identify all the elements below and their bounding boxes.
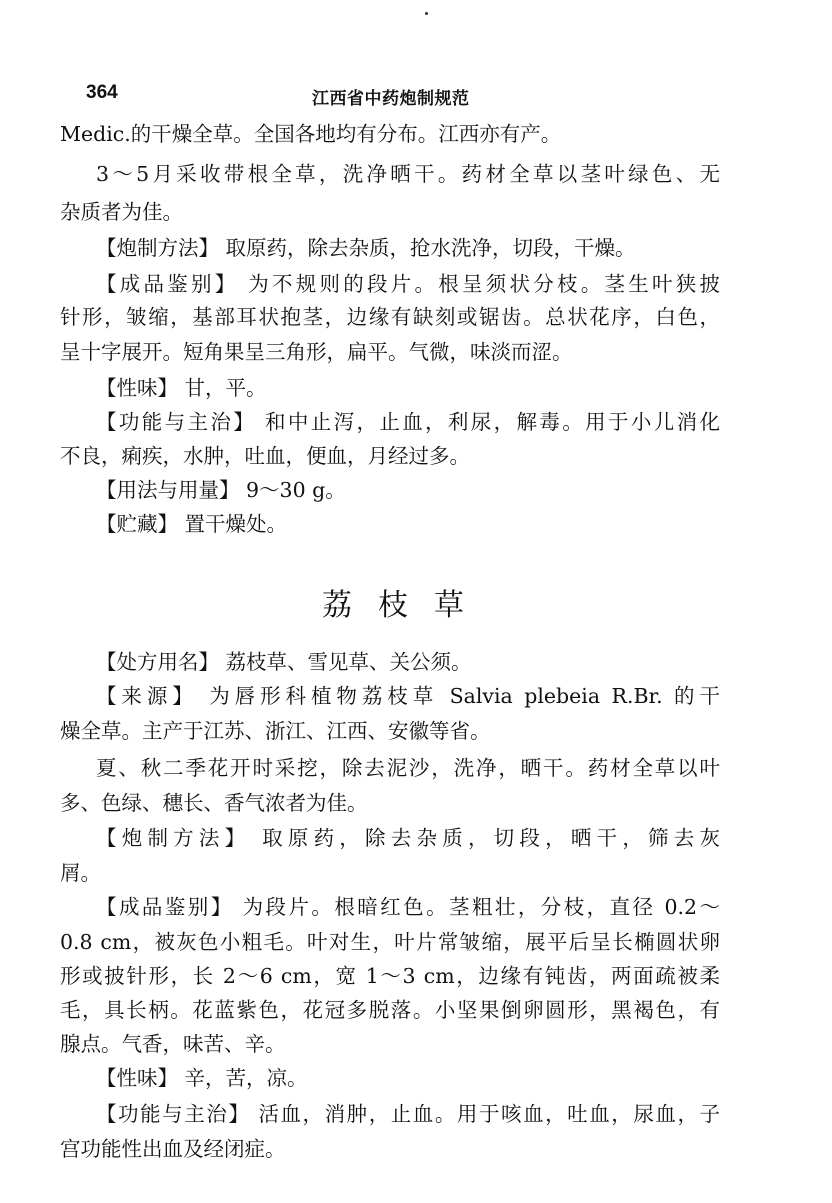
text-line: 形或披针形，长 2～6 cm，宽 1～3 cm，边缘有钝齿，两面疏被柔: [60, 964, 720, 988]
text-line: 0.8 cm，被灰色小粗毛。叶对生，叶片常皱缩，展平后呈长椭圆状卵: [60, 930, 720, 954]
text-line: 夏、秋二季花开时采挖，除去泥沙，洗净，晒干。药材全草以叶: [96, 756, 720, 780]
text-line: 不良，痢疾，水肿，吐血，便血，月经过多。: [60, 444, 470, 468]
text-line: 【功能与主治】 活血，消肿，止血。用于咳血，吐血，尿血，子: [96, 1102, 720, 1126]
text-line: 3～5月采收带根全草，洗净晒干。药材全草以茎叶绿色、无: [96, 162, 720, 186]
text-line: 【成品鉴别】 为段片。根暗红色。茎粗壮，分枝，直径 0.2～: [96, 895, 720, 919]
text-line: Medic.的干燥全草。全国各地均有分布。江西亦有产。: [60, 122, 562, 146]
text-line: 腺点。气香，味苦、辛。: [60, 1032, 286, 1056]
section-title: 荔枝草: [322, 588, 490, 623]
running-title: 江西省中药炮制规范: [312, 89, 470, 109]
text-line: 【处方用名】 荔枝草、雪见草、关公须。: [96, 650, 472, 674]
page-number: 364: [86, 82, 118, 103]
text-line: 燥全草。主产于江苏、浙江、江西、安徽等省。: [60, 719, 491, 743]
text-line: 【性味】 辛，苦，凉。: [96, 1066, 308, 1090]
text-line: 【炮制方法】 取原药，除去杂质，切段，晒干，筛去灰: [96, 826, 720, 850]
text-line: 【用法与用量】 9～30 g。: [96, 478, 346, 502]
text-line: 【成品鉴别】 为不规则的段片。根呈须状分枝。茎生叶狭披: [96, 272, 720, 296]
text-line: 呈十字展开。短角果呈三角形，扁平。气微，味淡而涩。: [60, 340, 573, 364]
text-line: 【性味】 甘，平。: [96, 376, 267, 400]
scan-speck: [425, 12, 428, 15]
text-line: 【来源】 为唇形科植物荔枝草 Salvia plebeia R.Br. 的干: [96, 684, 720, 708]
text-line: 【功能与主治】 和中止泻，止血，利尿，解毒。用于小儿消化: [96, 410, 720, 434]
text-line: 宫功能性出血及经闭症。: [60, 1137, 286, 1161]
text-line: 针形，皱缩，基部耳状抱茎，边缘有缺刻或锯齿。总状花序，白色，: [60, 305, 720, 329]
text-line: 屑。: [60, 861, 101, 885]
text-line: 【贮藏】 置干燥处。: [96, 512, 288, 536]
text-line: 杂质者为佳。: [60, 200, 183, 224]
page-header: [86, 78, 726, 108]
text-line: 多、色绿、穗长、香气浓者为佳。: [60, 791, 368, 815]
text-line: 【炮制方法】 取原药，除去杂质，抢水洗净，切段，干燥。: [96, 236, 636, 260]
text-line: 毛，具长柄。花蓝紫色，花冠多脱落。小坚果倒卵圆形，黑褐色，有: [60, 998, 720, 1022]
